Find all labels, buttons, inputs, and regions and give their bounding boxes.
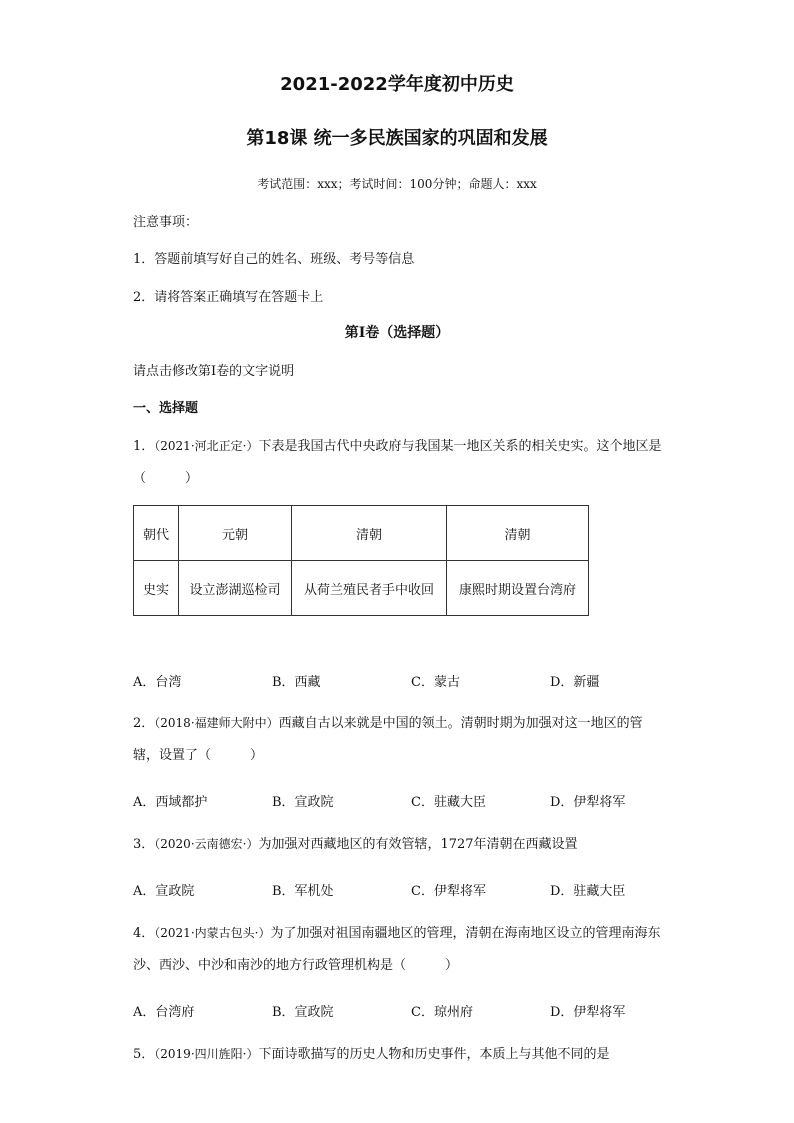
question-text: 为加强对西藏地区的有效管辖，1727年清朝在西藏设置 bbox=[258, 837, 578, 852]
option-d[interactable]: D．伊犁将军 bbox=[550, 1005, 626, 1020]
table-cell: 设立澎湖巡检司 bbox=[179, 561, 292, 616]
question-1-options bbox=[133, 671, 693, 690]
table-cell: 朝代 bbox=[134, 506, 179, 561]
option-b[interactable]: B．军机处 bbox=[272, 884, 334, 899]
table-cell: 史实 bbox=[134, 561, 179, 616]
volume-description: 请点击修改第I卷的文字说明 bbox=[133, 364, 295, 379]
option-d[interactable]: D．驻藏大臣 bbox=[550, 884, 626, 899]
question-source: （2019·四川旌阳·） bbox=[154, 1047, 259, 1061]
question-text: 下面诗歌描写的历史人物和历史事件，本质上与其他不同的是 bbox=[258, 1047, 610, 1062]
question-number: 5． bbox=[133, 1047, 155, 1062]
option-b[interactable]: B．西藏 bbox=[272, 675, 321, 690]
question-number: 2． bbox=[133, 716, 155, 731]
option-d[interactable]: D．伊犁将军 bbox=[550, 795, 626, 810]
table-cell: 康熙时期设置台湾府 bbox=[447, 561, 589, 616]
table-row bbox=[134, 506, 589, 561]
table-row bbox=[134, 561, 589, 616]
question-number: 4． bbox=[133, 926, 155, 941]
option-d[interactable]: D．新疆 bbox=[550, 675, 600, 690]
option-b[interactable]: B．宣政院 bbox=[272, 1005, 334, 1020]
facts-table bbox=[133, 505, 589, 616]
question-number: 1． bbox=[133, 439, 155, 454]
question-4-options bbox=[133, 1001, 693, 1020]
option-c[interactable]: C．驻藏大臣 bbox=[411, 795, 486, 810]
option-c[interactable]: C．伊犁将军 bbox=[411, 884, 486, 899]
option-c[interactable]: C．琼州府 bbox=[411, 1005, 473, 1020]
question-5 bbox=[133, 1038, 663, 1071]
table-cell: 元朝 bbox=[179, 506, 292, 561]
question-source: （2021·河北正定·） bbox=[154, 439, 259, 453]
option-b[interactable]: B．宣政院 bbox=[272, 795, 334, 810]
question-source: （2018·福建师大附中） bbox=[154, 716, 279, 730]
question-text: 西藏自古以来就是中国的领土。清朝时期为加强对这一地区的管辖，设置了（ ） bbox=[133, 716, 643, 763]
question-4 bbox=[133, 917, 663, 982]
question-3-options bbox=[133, 880, 693, 899]
lesson-title: 第18课 统一多民族国家的巩固和发展 bbox=[246, 128, 548, 149]
table-cell: 清朝 bbox=[292, 506, 447, 561]
exam-meta: 考试范围：xxx；考试时间：100分钟；命题人：xxx bbox=[257, 177, 537, 191]
question-2 bbox=[133, 707, 663, 772]
notes-item-1: 1．答题前填写好自己的姓名、班级、考号等信息 bbox=[133, 252, 415, 267]
table-cell: 清朝 bbox=[447, 506, 589, 561]
option-a[interactable]: A．西域都护 bbox=[133, 795, 208, 810]
notes-item-2: 2．请将答案正确填写在答题卡上 bbox=[133, 290, 324, 305]
question-1 bbox=[133, 430, 663, 495]
question-text: 下表是我国古代中央政府与我国某一地区关系的相关史实。这个地区是（ ） bbox=[133, 439, 662, 486]
volume-title: 第I卷（选择题） bbox=[344, 325, 450, 341]
option-a[interactable]: A．台湾府 bbox=[133, 1005, 195, 1020]
question-number: 3． bbox=[133, 837, 155, 852]
question-source: （2020·云南德宏·） bbox=[154, 837, 259, 851]
table-cell: 从荷兰殖民者手中收回 bbox=[292, 561, 447, 616]
option-a[interactable]: A．宣政院 bbox=[133, 884, 195, 899]
option-a[interactable]: A．台湾 bbox=[133, 675, 182, 690]
question-source: （2021·内蒙古包头·） bbox=[154, 926, 271, 940]
exam-title: 2021-2022学年度初中历史 bbox=[280, 74, 514, 95]
notes-heading: 注意事项： bbox=[133, 215, 199, 230]
option-c[interactable]: C．蒙古 bbox=[411, 675, 460, 690]
question-text: 为了加强对祖国南疆地区的管理，清朝在海南地区设立的管理南海东沙、西沙、中沙和南沙的地方行政管理机构是（ ） bbox=[133, 926, 661, 973]
section-title: 一、选择题 bbox=[133, 401, 199, 416]
question-2-options bbox=[133, 791, 693, 810]
question-3 bbox=[133, 828, 663, 861]
